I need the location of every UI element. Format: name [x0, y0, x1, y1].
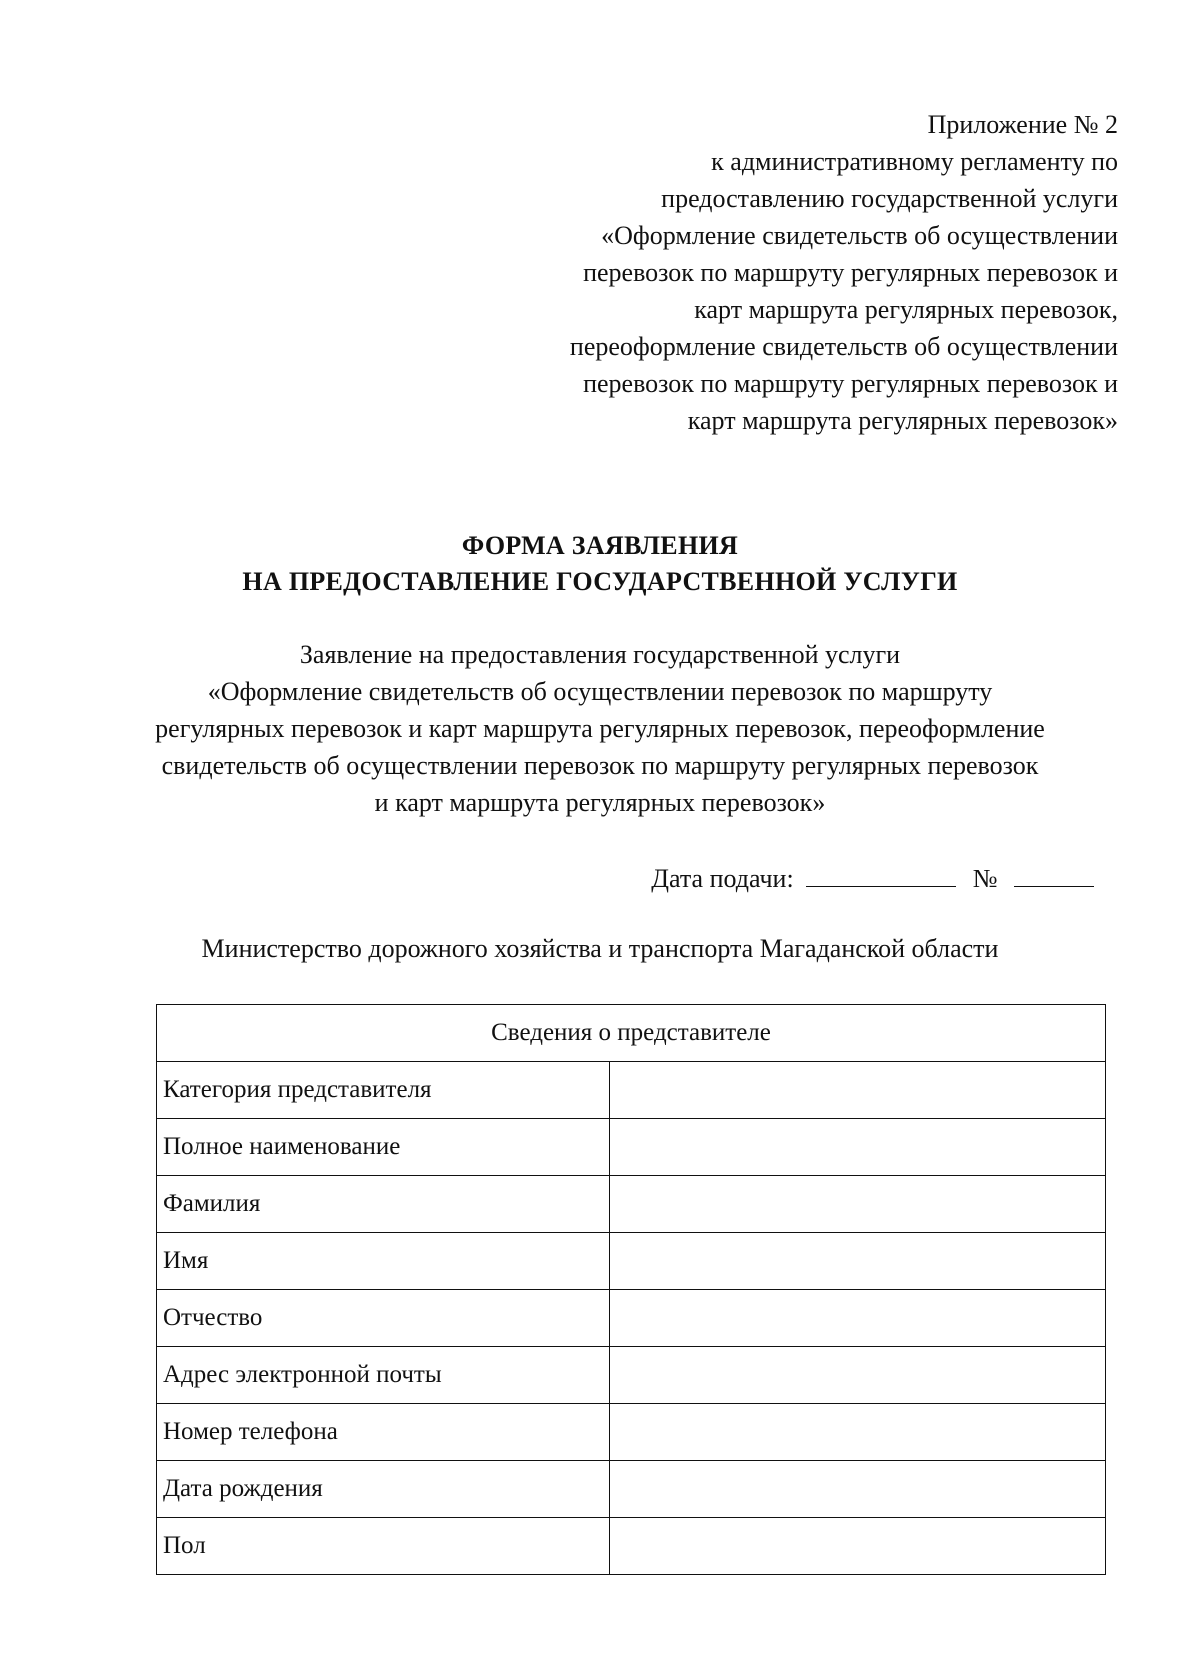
- form-title-line-2: НА ПРЕДОСТАВЛЕНИЕ ГОСУДАРСТВЕННОЙ УСЛУГИ: [242, 567, 958, 596]
- appendix-line: перевозок по маршруту регулярных перевозок и: [583, 258, 1118, 287]
- table-row: [157, 1404, 1106, 1461]
- row-label: Дата рождения: [157, 1461, 610, 1518]
- row-value-field[interactable]: [610, 1347, 1106, 1404]
- row-label: Категория представителя: [157, 1062, 610, 1119]
- row-label: Номер телефона: [157, 1404, 610, 1461]
- row-value-field[interactable]: [610, 1119, 1106, 1176]
- ministry-name: Министерство дорожного хозяйства и транспорта Магаданской области: [201, 934, 999, 963]
- row-label: Адрес электронной почты: [157, 1347, 610, 1404]
- appendix-line: к административному регламенту по: [711, 147, 1118, 176]
- statement-heading: [100, 636, 1100, 821]
- form-title: [0, 528, 1200, 600]
- submission-number-field[interactable]: [1014, 862, 1094, 887]
- appendix-line: карт маршрута регулярных перевозок,: [694, 295, 1118, 324]
- row-value-field[interactable]: [610, 1176, 1106, 1233]
- row-value-field[interactable]: [610, 1290, 1106, 1347]
- row-label: Фамилия: [157, 1176, 610, 1233]
- row-value-field[interactable]: [610, 1233, 1106, 1290]
- representative-table: [156, 1004, 1106, 1575]
- statement-line: «Оформление свидетельств об осуществлении перевозок по маршруту: [207, 677, 993, 706]
- appendix-line: «Оформление свидетельств об осуществлении: [601, 221, 1118, 250]
- appendix-line: Приложение № 2: [927, 110, 1118, 139]
- row-value-field[interactable]: [610, 1461, 1106, 1518]
- table-row: [157, 1119, 1106, 1176]
- statement-line: и карт маршрута регулярных перевозок»: [374, 788, 826, 817]
- row-value-field[interactable]: [610, 1518, 1106, 1575]
- table-header: Сведения о представителе: [157, 1005, 1106, 1062]
- statement-line: Заявление на предоставления государственной услуги: [299, 640, 901, 669]
- table-row: [157, 1176, 1106, 1233]
- appendix-reference: [418, 106, 1118, 439]
- table-row: [157, 1062, 1106, 1119]
- row-label: Пол: [157, 1518, 610, 1575]
- submission-date-label: Дата подачи:: [651, 864, 794, 893]
- form-title-line-1: ФОРМА ЗАЯВЛЕНИЯ: [461, 531, 739, 560]
- table-header-row: [157, 1005, 1106, 1062]
- appendix-line: карт маршрута регулярных перевозок»: [687, 406, 1118, 435]
- table-row: [157, 1347, 1106, 1404]
- table-row: [157, 1290, 1106, 1347]
- appendix-line: предоставлению государственной услуги: [661, 184, 1118, 213]
- row-label: Отчество: [157, 1290, 610, 1347]
- table-row: [157, 1518, 1106, 1575]
- submission-number-label: №: [972, 864, 998, 893]
- row-label: Имя: [157, 1233, 610, 1290]
- appendix-line: переоформление свидетельств об осуществлении: [569, 332, 1118, 361]
- row-value-field[interactable]: [610, 1062, 1106, 1119]
- submission-line: [651, 862, 1094, 896]
- statement-line: свидетельств об осуществлении перевозок по маршруту регулярных перевозок: [161, 751, 1039, 780]
- table-row: [157, 1233, 1106, 1290]
- row-label: Полное наименование: [157, 1119, 610, 1176]
- submission-date-field[interactable]: [806, 862, 956, 887]
- appendix-line: перевозок по маршруту регулярных перевозок и: [583, 369, 1118, 398]
- table-row: [157, 1461, 1106, 1518]
- row-value-field[interactable]: [610, 1404, 1106, 1461]
- statement-line: регулярных перевозок и карт маршрута регулярных перевозок, переоформление: [155, 714, 1045, 743]
